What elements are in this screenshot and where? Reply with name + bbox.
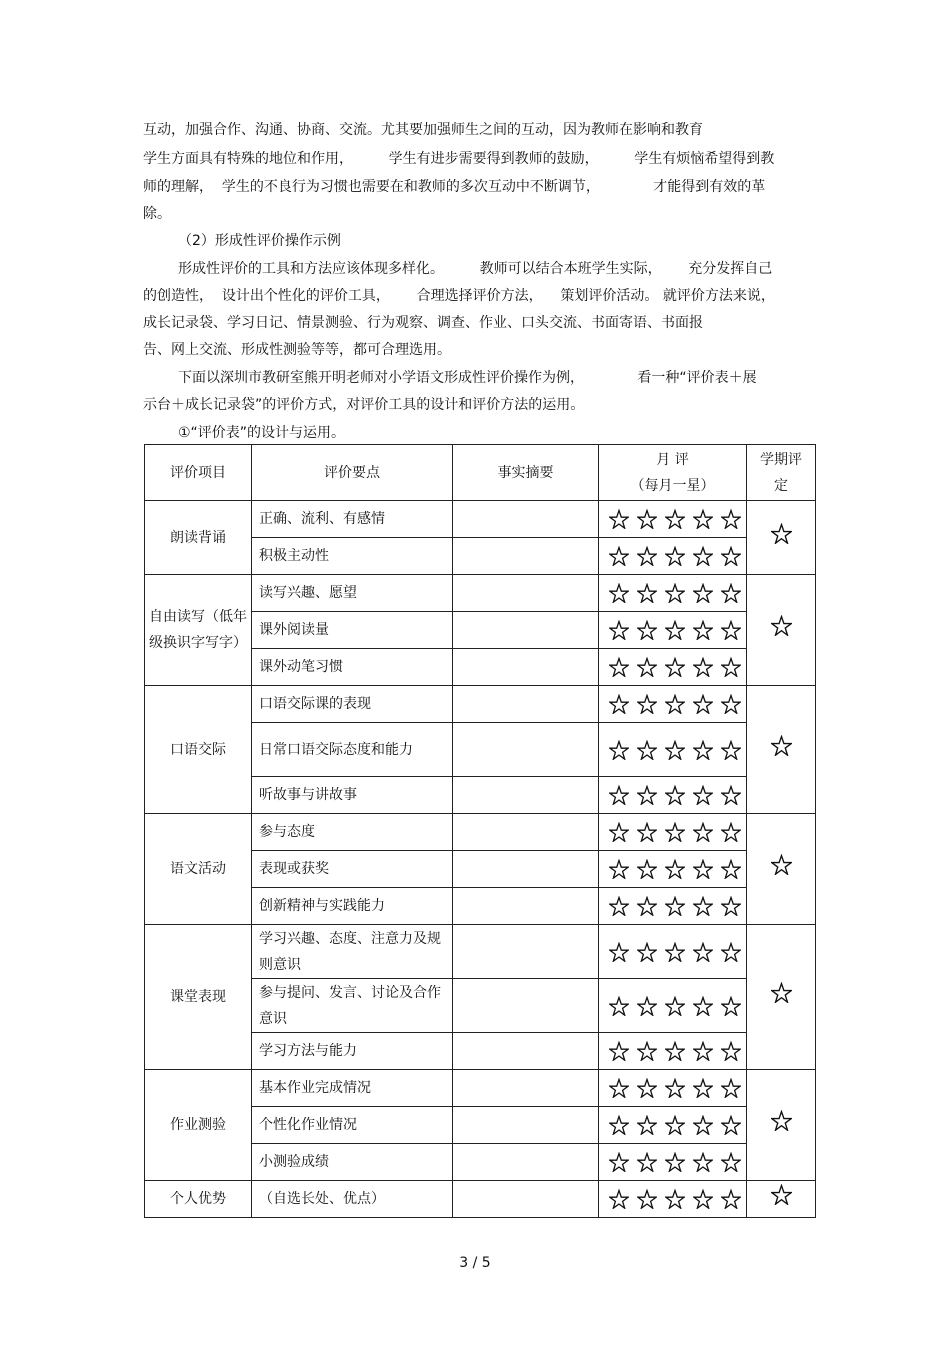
fact-summary-cell: [453, 501, 599, 538]
star-outline-icon: [609, 1115, 629, 1135]
star-outline-icon: [609, 509, 629, 529]
header-term-line1: 学期评: [760, 451, 802, 468]
evaluation-table: [144, 444, 816, 1218]
star-outline-icon: [721, 822, 741, 842]
star-outline-icon: [693, 785, 713, 805]
star-outline-icon: [665, 740, 685, 760]
paragraph-line: 学生方面具有特殊的地位和作用， 学生有进步需要得到教师的鼓励， 学生有烦恼希望得到教: [143, 151, 775, 167]
star-outline-icon: [721, 583, 741, 603]
monthly-stars-cell: [599, 851, 747, 888]
evaluation-point: 学习方法与能力: [252, 1033, 453, 1070]
star-outline-icon: [721, 657, 741, 677]
star-outline-icon: [771, 523, 792, 544]
table-header-row: [145, 445, 816, 501]
star-outline-icon: [609, 620, 629, 640]
evaluation-point: 正确、流利、有感情: [252, 501, 453, 538]
header-point: 评价要点: [252, 445, 453, 501]
star-outline-icon: [665, 1115, 685, 1135]
evaluation-point: 创新精神与实践能力: [252, 888, 453, 925]
star-outline-icon: [637, 509, 657, 529]
star-outline-icon: [637, 1041, 657, 1061]
term-star-cell: [747, 1181, 816, 1218]
star-outline-icon: [693, 896, 713, 916]
evaluation-point: 基本作业完成情况: [252, 1070, 453, 1107]
star-outline-icon: [771, 735, 792, 756]
star-outline-icon: [637, 657, 657, 677]
monthly-stars-cell: [599, 612, 747, 649]
fact-summary-cell: [453, 777, 599, 814]
star-outline-icon: [637, 785, 657, 805]
star-outline-icon: [721, 1115, 741, 1135]
table-row: [145, 925, 816, 979]
evaluation-point: 日常口语交际态度和能力: [252, 723, 453, 777]
star-outline-icon: [693, 694, 713, 714]
evaluation-item: 个人优势: [145, 1181, 252, 1218]
fact-summary-cell: [453, 649, 599, 686]
star-outline-icon: [693, 657, 713, 677]
star-outline-icon: [693, 1189, 713, 1209]
monthly-stars-cell: [599, 1144, 747, 1181]
star-outline-icon: [721, 1189, 741, 1209]
term-star-cell: [747, 686, 816, 814]
star-outline-icon: [637, 694, 657, 714]
evaluation-point: 读写兴趣、愿望: [252, 575, 453, 612]
table-row: [145, 501, 816, 538]
star-outline-icon: [665, 694, 685, 714]
star-outline-icon: [609, 859, 629, 879]
star-outline-icon: [771, 854, 792, 875]
monthly-stars-cell: [599, 649, 747, 686]
evaluation-point: 参与提问、发言、讨论及合作意识: [252, 979, 453, 1033]
star-outline-icon: [721, 694, 741, 714]
star-outline-icon: [609, 822, 629, 842]
evaluation-item: 朗读背诵: [145, 501, 252, 575]
star-outline-icon: [693, 1041, 713, 1061]
star-outline-icon: [721, 620, 741, 640]
monthly-stars-cell: [599, 888, 747, 925]
star-outline-icon: [665, 859, 685, 879]
star-outline-icon: [637, 1189, 657, 1209]
monthly-stars-cell: [599, 814, 747, 851]
star-outline-icon: [637, 1152, 657, 1172]
fact-summary-cell: [453, 979, 599, 1033]
evaluation-point: 听故事与讲故事: [252, 777, 453, 814]
fact-summary-cell: [453, 575, 599, 612]
evaluation-item: 语文活动: [145, 814, 252, 925]
header-item: 评价项目: [145, 445, 252, 501]
evaluation-point: 积极主动性: [252, 538, 453, 575]
header-term: [747, 445, 816, 501]
star-outline-icon: [693, 1152, 713, 1172]
monthly-stars-cell: [599, 575, 747, 612]
monthly-stars-cell: [599, 1033, 747, 1070]
star-outline-icon: [637, 583, 657, 603]
star-outline-icon: [609, 896, 629, 916]
star-outline-icon: [609, 740, 629, 760]
paragraph-line: 告、网上交流、形成性测验等等，都可合理选用。: [143, 342, 451, 358]
evaluation-item: 课堂表现: [145, 925, 252, 1070]
paragraph-line: 互动，加强合作、沟通、协商、交流。尤其要加强师生之间的互动，因为教师在影响和教育: [143, 122, 703, 138]
star-outline-icon: [637, 942, 657, 962]
star-outline-icon: [637, 1115, 657, 1135]
evaluation-item: 自由读写（低年级换识字写字）: [145, 575, 252, 686]
star-outline-icon: [771, 1110, 792, 1131]
fact-summary-cell: [453, 1033, 599, 1070]
monthly-stars-cell: [599, 723, 747, 777]
table-caption: ①“评价表”的设计与运用。: [178, 425, 346, 441]
star-outline-icon: [721, 859, 741, 879]
table-row: [145, 814, 816, 851]
header-month-line2: （每月一星）: [630, 477, 715, 494]
star-outline-icon: [665, 942, 685, 962]
star-outline-icon: [609, 785, 629, 805]
fact-summary-cell: [453, 814, 599, 851]
star-outline-icon: [721, 740, 741, 760]
evaluation-point: 课外阅读量: [252, 612, 453, 649]
star-outline-icon: [693, 1115, 713, 1135]
star-outline-icon: [721, 942, 741, 962]
monthly-stars-cell: [599, 777, 747, 814]
evaluation-point: 小测验成绩: [252, 1144, 453, 1181]
star-outline-icon: [693, 546, 713, 566]
paragraph-line: 下面以深圳市教研室熊开明老师对小学语文形成性评价操作为例， 看一种“评价表＋展: [178, 370, 757, 386]
table-row: [145, 1181, 816, 1218]
star-outline-icon: [609, 1152, 629, 1172]
paragraph-line: 的创造性， 设计出个性化的评价工具， 合理选择评价方法， 策划评价活动。 就评价方法来说，: [143, 288, 775, 304]
star-outline-icon: [771, 1184, 792, 1205]
star-outline-icon: [693, 942, 713, 962]
star-outline-icon: [609, 694, 629, 714]
term-star-cell: [747, 1070, 816, 1181]
star-outline-icon: [693, 583, 713, 603]
star-outline-icon: [637, 1078, 657, 1098]
monthly-stars-cell: [599, 686, 747, 723]
star-outline-icon: [637, 996, 657, 1016]
header-fact: 事实摘要: [453, 445, 599, 501]
evaluation-point: 参与态度: [252, 814, 453, 851]
star-outline-icon: [665, 657, 685, 677]
monthly-stars-cell: [599, 1181, 747, 1218]
section-heading: （2）形成性评价操作示例: [178, 233, 341, 249]
paragraph-line: 示台＋成长记录袋”的评价方式，对评价工具的设计和评价方法的运用。: [143, 397, 585, 413]
star-outline-icon: [721, 1152, 741, 1172]
evaluation-point: 学习兴趣、态度、注意力及规则意识: [252, 925, 453, 979]
star-outline-icon: [693, 620, 713, 640]
star-outline-icon: [637, 546, 657, 566]
star-outline-icon: [637, 740, 657, 760]
table-row: [145, 686, 816, 723]
star-outline-icon: [665, 896, 685, 916]
monthly-stars-cell: [599, 979, 747, 1033]
star-outline-icon: [665, 822, 685, 842]
evaluation-point: 口语交际课的表现: [252, 686, 453, 723]
star-outline-icon: [693, 996, 713, 1016]
star-outline-icon: [609, 1078, 629, 1098]
paragraph-line: 形成性评价的工具和方法应该体现多样化。 教师可以结合本班学生实际， 充分发挥自己: [178, 261, 773, 277]
star-outline-icon: [721, 896, 741, 916]
fact-summary-cell: [453, 851, 599, 888]
header-month: [599, 445, 747, 501]
star-outline-icon: [637, 620, 657, 640]
evaluation-point: 课外动笔习惯: [252, 649, 453, 686]
fact-summary-cell: [453, 1070, 599, 1107]
fact-summary-cell: [453, 723, 599, 777]
fact-summary-cell: [453, 1144, 599, 1181]
star-outline-icon: [665, 583, 685, 603]
star-outline-icon: [721, 509, 741, 529]
star-outline-icon: [665, 1041, 685, 1061]
evaluation-point: 表现或获奖: [252, 851, 453, 888]
paragraph-line: 师的理解， 学生的不良行为习惯也需要在和教师的多次互动中不断调节， 才能得到有效的革: [143, 179, 766, 195]
paragraph-line: 成长记录袋、学习日记、情景测验、行为观察、调查、作业、口头交流、书面寄语、书面报: [143, 315, 703, 331]
fact-summary-cell: [453, 686, 599, 723]
star-outline-icon: [693, 859, 713, 879]
star-outline-icon: [609, 942, 629, 962]
term-star-cell: [747, 501, 816, 575]
star-outline-icon: [609, 1189, 629, 1209]
evaluation-point: （自选长处、优点）: [252, 1181, 453, 1218]
header-month-line1: 月 评: [656, 451, 689, 468]
star-outline-icon: [665, 1189, 685, 1209]
star-outline-icon: [771, 615, 792, 636]
star-outline-icon: [693, 740, 713, 760]
star-outline-icon: [693, 1078, 713, 1098]
star-outline-icon: [609, 583, 629, 603]
star-outline-icon: [693, 509, 713, 529]
star-outline-icon: [609, 996, 629, 1016]
star-outline-icon: [665, 546, 685, 566]
fact-summary-cell: [453, 888, 599, 925]
fact-summary-cell: [453, 925, 599, 979]
star-outline-icon: [665, 620, 685, 640]
fact-summary-cell: [453, 612, 599, 649]
star-outline-icon: [609, 1041, 629, 1061]
star-outline-icon: [721, 546, 741, 566]
star-outline-icon: [665, 785, 685, 805]
star-outline-icon: [721, 996, 741, 1016]
star-outline-icon: [637, 896, 657, 916]
paragraph-line: 除。: [143, 206, 171, 222]
term-star-cell: [747, 814, 816, 925]
star-outline-icon: [637, 822, 657, 842]
star-outline-icon: [665, 1152, 685, 1172]
star-outline-icon: [721, 1041, 741, 1061]
header-term-line2: 定: [774, 477, 788, 494]
star-outline-icon: [665, 996, 685, 1016]
monthly-stars-cell: [599, 925, 747, 979]
monthly-stars-cell: [599, 1070, 747, 1107]
star-outline-icon: [721, 1078, 741, 1098]
fact-summary-cell: [453, 1107, 599, 1144]
term-star-cell: [747, 575, 816, 686]
star-outline-icon: [637, 859, 657, 879]
monthly-stars-cell: [599, 538, 747, 575]
star-outline-icon: [665, 509, 685, 529]
fact-summary-cell: [453, 538, 599, 575]
evaluation-item: 口语交际: [145, 686, 252, 814]
star-outline-icon: [609, 657, 629, 677]
fact-summary-cell: [453, 1181, 599, 1218]
page-number: 3 / 5: [459, 1255, 491, 1271]
star-outline-icon: [721, 785, 741, 805]
star-outline-icon: [665, 1078, 685, 1098]
star-outline-icon: [693, 822, 713, 842]
monthly-stars-cell: [599, 501, 747, 538]
star-outline-icon: [771, 982, 792, 1003]
term-star-cell: [747, 925, 816, 1070]
evaluation-point: 个性化作业情况: [252, 1107, 453, 1144]
monthly-stars-cell: [599, 1107, 747, 1144]
evaluation-item: 作业测验: [145, 1070, 252, 1181]
table-row: [145, 1070, 816, 1107]
star-outline-icon: [609, 546, 629, 566]
table-row: [145, 575, 816, 612]
